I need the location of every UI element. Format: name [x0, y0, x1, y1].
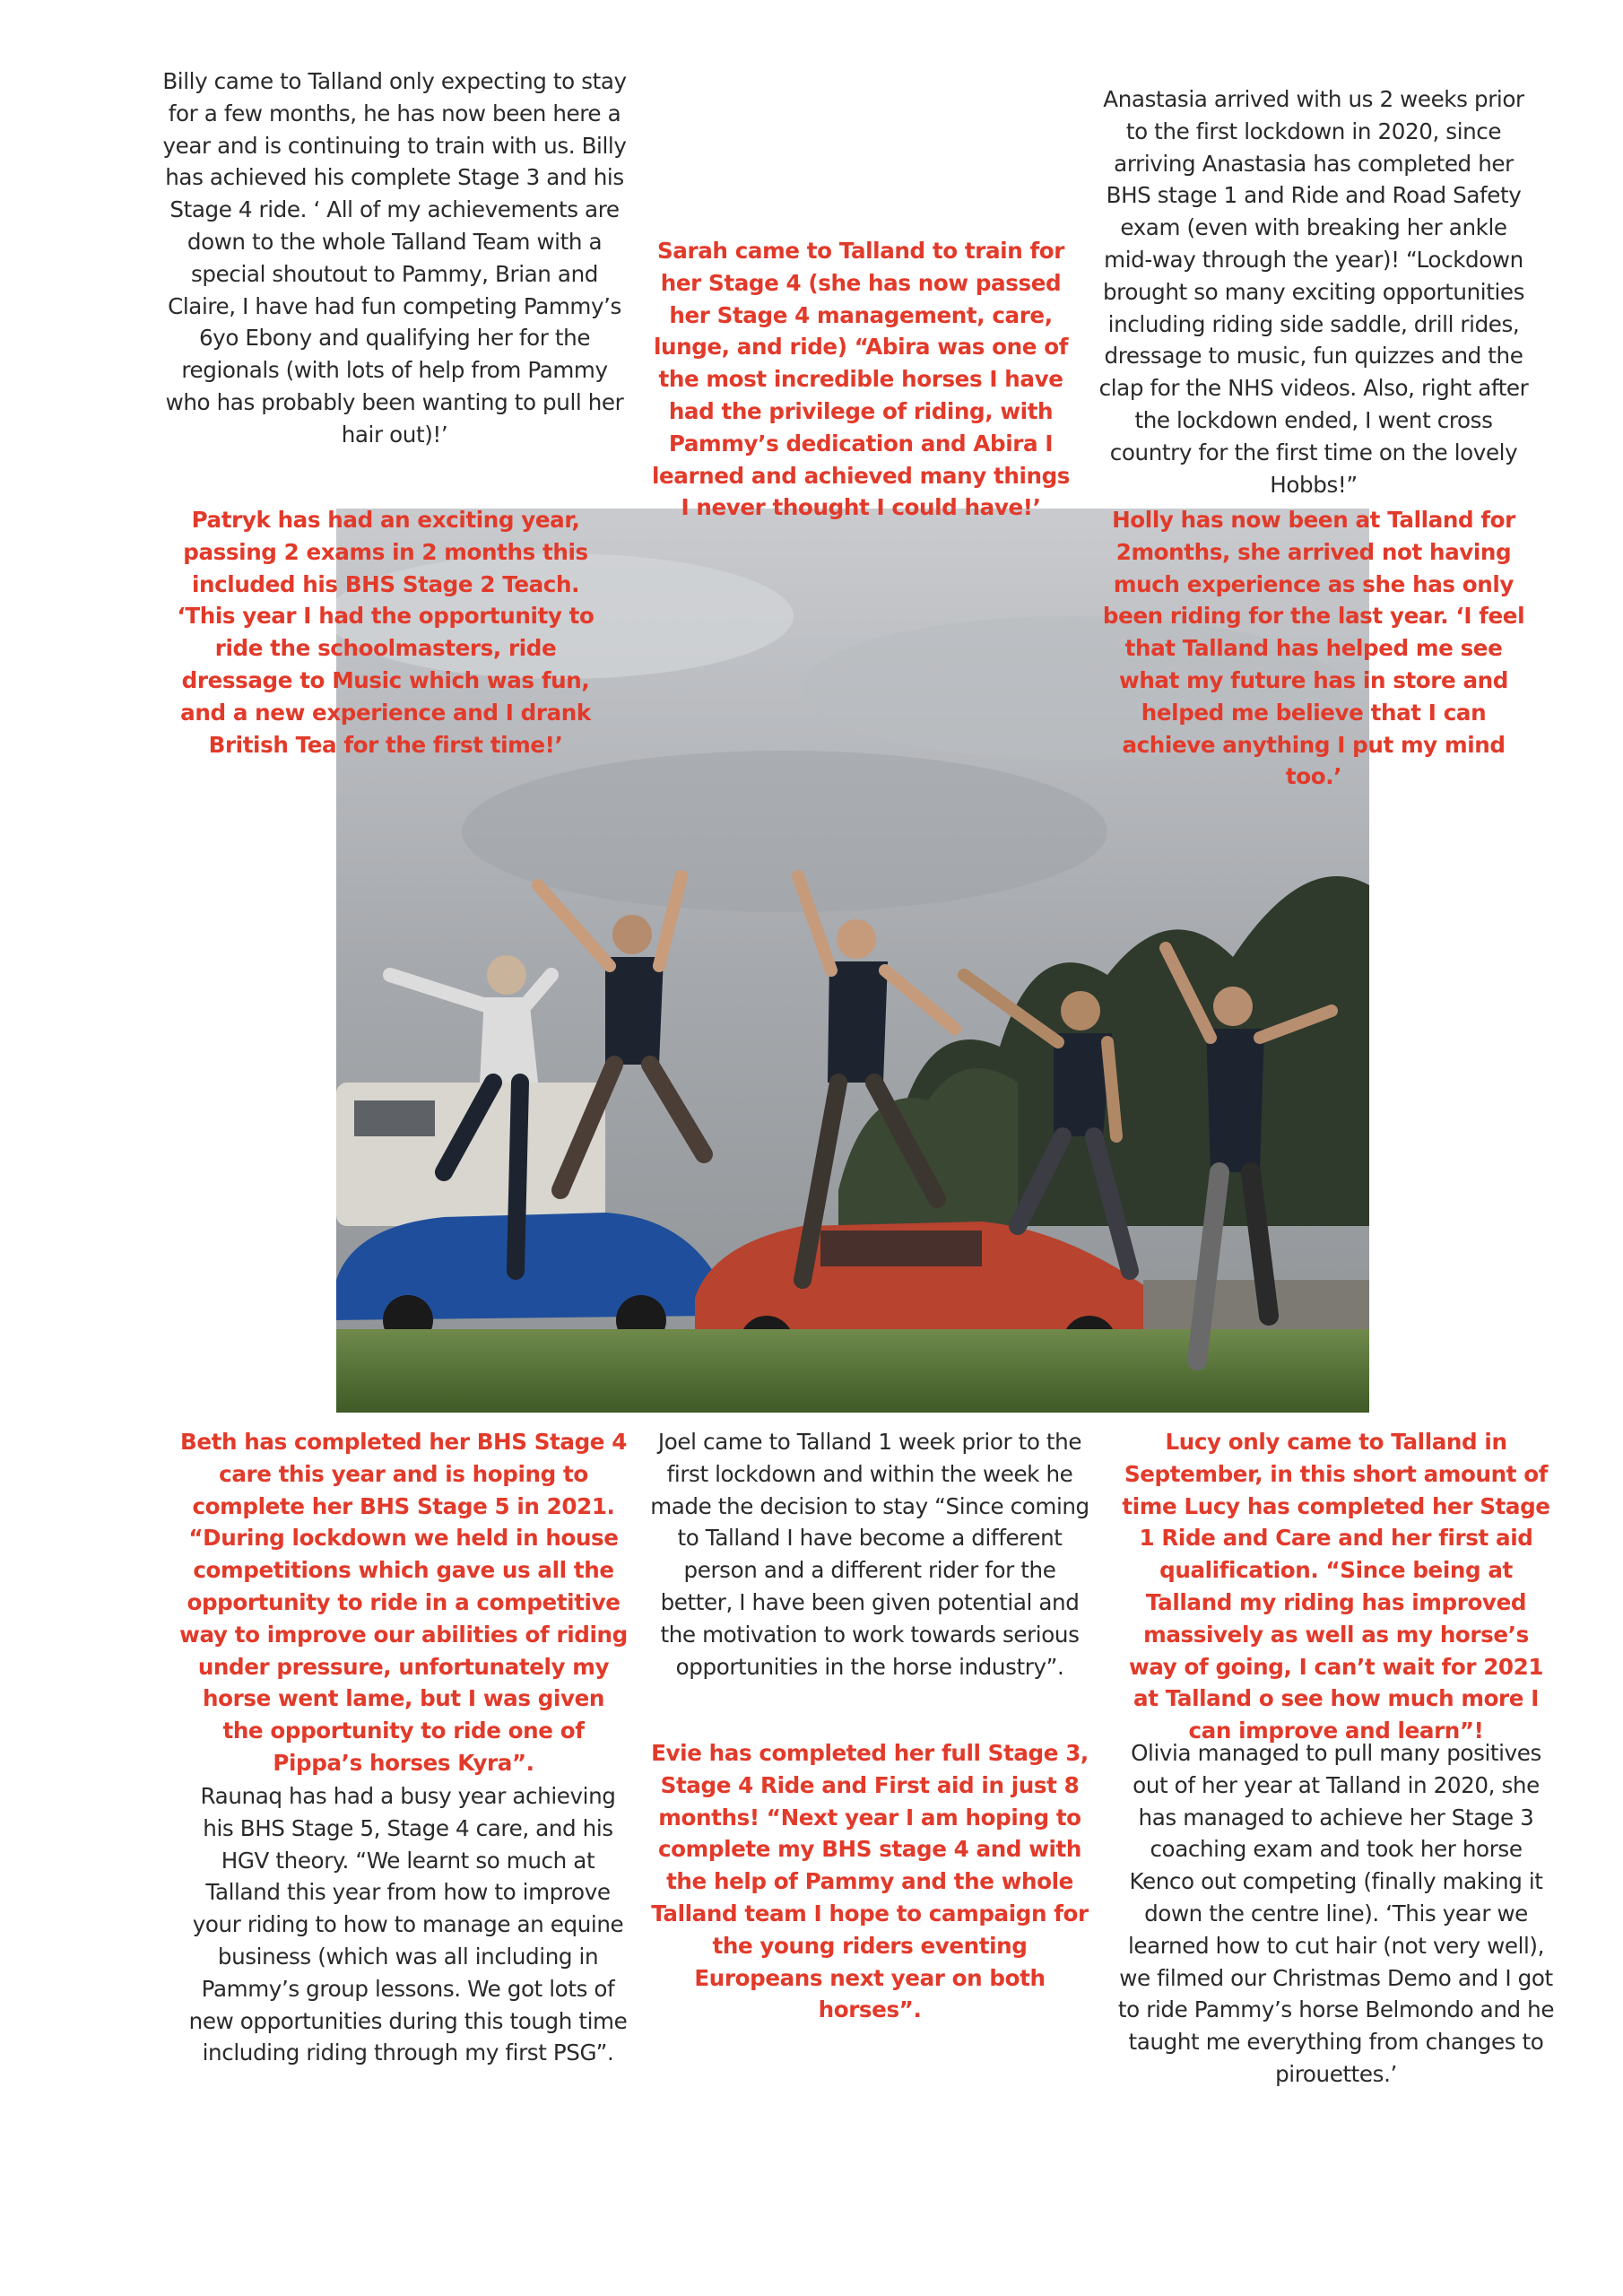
- olivia-paragraph: Olivia managed to pull many positives out of her year at Talland in 2020, she has managed to achieve her Stage 3 coaching exam and took her horse Kenco out competing (finally making it down the centre line). ‘This year we learned how to cut hair (not very well), we filmed our Christmas Demo and I got to ride Pammy’s horse Belmondo and he taught me everything from changes to pirouettes.’: [1117, 1740, 1555, 2087]
- patryk-paragraph: Patryk has had an exciting year, passing 2 exams in 2 months this included his BHS Stage 2 Teach. ‘This year I had the opportunity to ride the schoolmasters, ride dressage to Music which was fun, and a new experience and I drank British Tea for the first time!’: [177, 507, 595, 758]
- lucy-paragraph: Lucy only came to Talland in September, in this short amount of time Lucy has completed her Stage 1 Ride and Care and her first aid qualification. “Since being at Talland my riding has improved massively as well as my horse’s way of going, I can’t wait for 2021 at Talland o see how much more I can improve and learn”!: [1122, 1429, 1550, 1744]
- sarah-paragraph: Sarah came to Talland to train for her Stage 4 (she has now passed her Stage 4 management, care, lunge, and ride) “Abira was one of the most incredible horses I have had the privilege of riding, with Pammy’s dedication and Abira I learned and achieved many things I never thought I could have!’: [651, 238, 1071, 521]
- holly-paragraph: Holly has now been at Talland for 2months, she arrived not having much experience as she has only been riding for the last year. ‘I feel that Talland has helped me see what my future has in store and helped me believe that I can achieve anything I put my mind too.’: [1102, 507, 1525, 790]
- beth-paragraph: Beth has completed her BHS Stage 4 care this year and is hoping to complete her BHS Stage 5 in 2021. “During lockdown we held in house competitions which gave us all the opportunity to ride in a competitive way to improve our abilities of riding under pressure, unfortunately my horse went lame, but I was given the opportunity to ride one of Pippa’s horses Kyra”.: [179, 1429, 628, 1776]
- joel-paragraph: Joel came to Talland 1 week prior to the first lockdown and within the week he made the decision to stay “Since coming to Talland I have become a different person and a different rider for the better, I have been given potential and the motivation to work towards serious opportunities in the horse industry”.: [650, 1429, 1089, 1680]
- anastasia-paragraph: Anastasia arrived with us 2 weeks prior to the first lockdown in 2020, since arriving Anastasia has completed her BHS stage 1 and Ride and Road Safety exam (even with breaking her ankle mid-way through the year)! “Lockdown brought so many exciting opportunities including riding side saddle, drill rides, dressage to music, fun quizzes and the clap for the NHS videos. Also, right after the lockdown ended, I went cross country for the first time on the lovely Hobbs!”: [1098, 86, 1529, 498]
- billy-paragraph: Billy came to Talland only expecting to stay for a few months, he has now been here a year and is continuing to train with us. Billy has achieved his complete Stage 3 and his Stage 4 ride. ‘ All of my achievements are down to the whole Talland Team with a special shoutout to Pammy, Brian and Claire, I have had fun competing Pammy’s 6yo Ebony and qualifying her for the regionals (with lots of help from Pammy who has probably been wanting to pull her hair out)!’: [162, 68, 627, 448]
- raunaq-paragraph: Raunaq has had a busy year achieving his BHS Stage 5, Stage 4 care, and his HGV theory. “We learnt so much at Talland this year from how to improve your riding to how to manage an equine business (which was all including in Pammy’s group lessons. We got lots of new opportunities during this tough time including riding through my first PSG”.: [188, 1783, 628, 2066]
- evie-paragraph: Evie has completed her full Stage 3, Stage 4 Ride and First aid in just 8 months! “Next year I am hoping to complete my BHS stage 4 and with the help of Pammy and the whole Talland team I hope to campaign for the young riders eventing Europeans next year on both horses”.: [651, 1740, 1089, 2023]
